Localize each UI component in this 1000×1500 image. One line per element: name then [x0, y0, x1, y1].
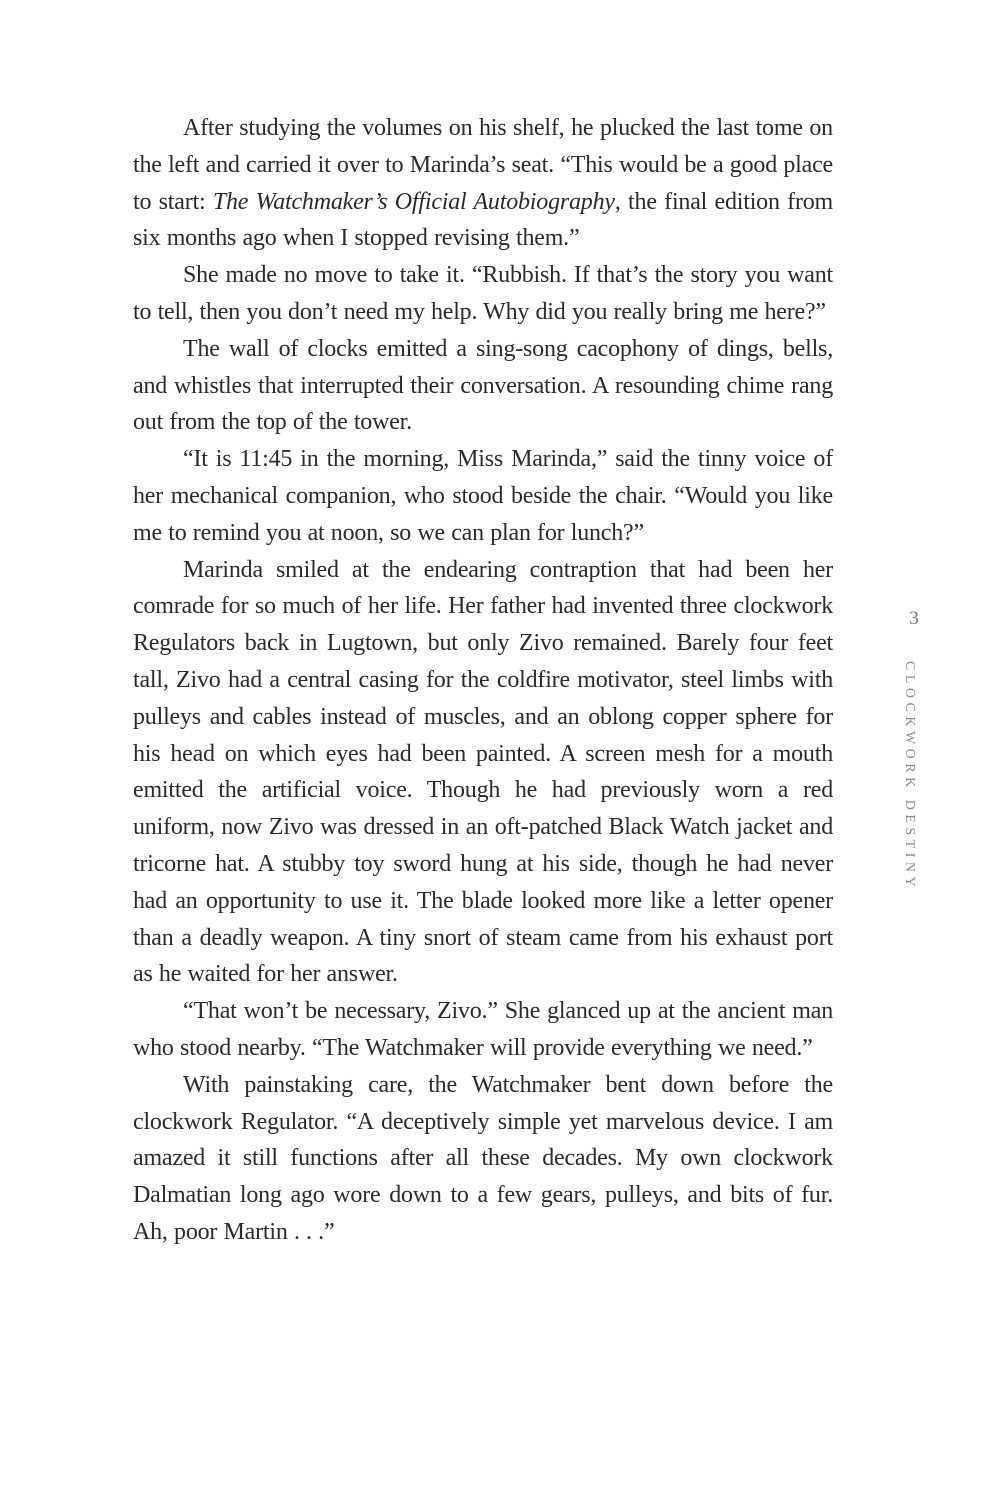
body-text [133, 110, 833, 1251]
body-paragraph: After studying the volumes on his shelf, he plucked the last tome on the left and carried it over to Marinda’s seat. “This would be a good place to start: The Watchmaker’s Official Autobiography, the final edition from six months ago when I stopped revising them.” [133, 115, 834, 252]
body-paragraph: “It is 11:45 in the morning, Miss Marinda,” said the tinny voice of her mechanical companion, who stood beside the chair. “Would you like me to remind you at noon, so we can plan for lunch?” [133, 446, 833, 546]
page-number: 3 [909, 608, 919, 629]
body-paragraph: “That won’t be necessary, Zivo.” She glanced up at the ancient man who stood nearby. “The Watchmaker will provide everything we need.” [133, 998, 833, 1061]
running-title: CLOCKWORK DESTINY [902, 661, 917, 892]
body-paragraph: The wall of clocks emitted a sing-song cacophony of dings, bells, and whistles that interrupted their conversation. A resounding chime rang out from the top of the tower. [133, 335, 833, 436]
body-paragraph: She made no move to take it. “Rubbish. If that’s the story you want to tell, then you don’t need my help. Why did you really bring me here?” [133, 262, 833, 325]
body-paragraph: With painstaking care, the Watchmaker bent down before the clockwork Regulator. “A deceptively simple yet marvelous device. I am amazed it still functions after all these decades. My own clockwork Dalmatian long ago wore down to a few gears, pulleys, and bits of fur. Ah, poor Martin . . .” [133, 1071, 833, 1245]
body-paragraph: Marinda smiled at the endearing contraption that had been her comrade for so much of her life. Her father had invented three clockwork Regulators back in Lugtown, but only Zivo remained. Barely four feet tall, Zivo had a central casing for the coldfire motivator, steel limbs with pulleys and cables instead of muscles, and an oblong copper sphere for his head on which eyes had been painted. A screen mesh for a mouth emitted the artificial voice. Though he had previously worn a red uniform, now Zivo was dressed in an oft-patched Black Watch jacket and tricorne hat. A stubby toy sword hung at his side, though he had never had an opportunity to use it. The blade looked more like a letter opener than a deadly weapon. A tiny snort of steam came from his exhaust port as he waited for her answer. [133, 556, 833, 988]
book-title-italic: The Watchmaker’s Official Autobiography [212, 188, 615, 215]
